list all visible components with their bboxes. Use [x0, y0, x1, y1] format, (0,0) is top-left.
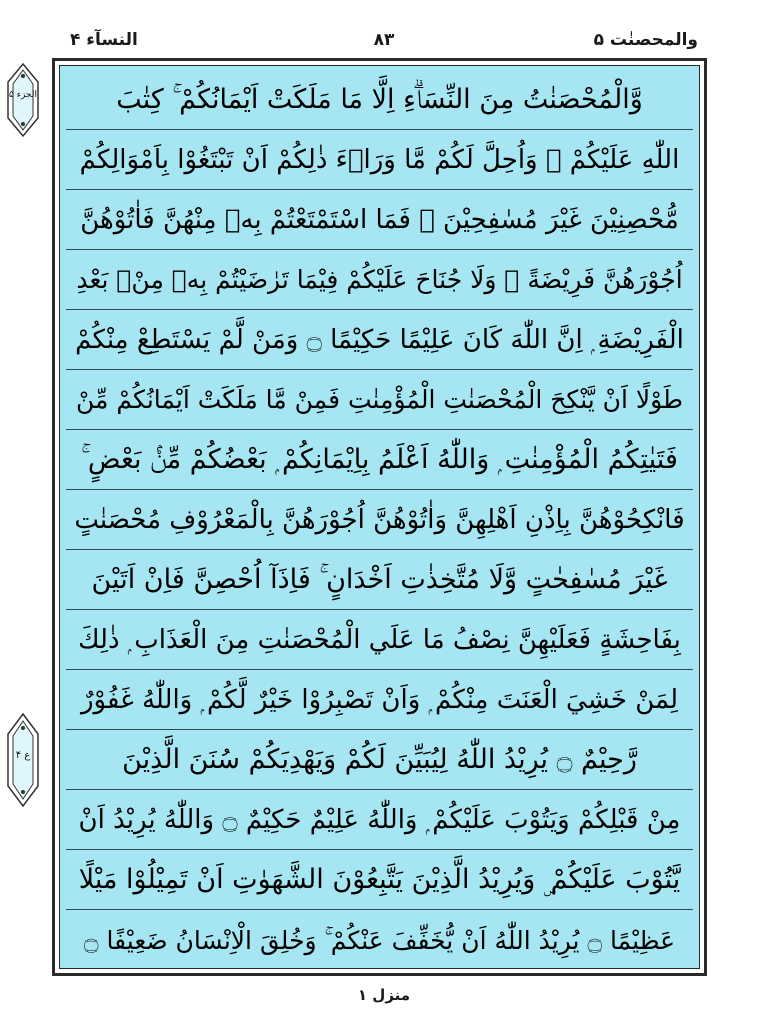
line-text: اُجُوْرَهُنَّ فَرِيْضَةً ۭ وَلَا جُنَاحَ عَلَيْكُمْ فِيْمَا تَرٰضَيْتُمْ بِهٖ مِنْۢ بَعْدِ — [76, 265, 683, 294]
text-line — [66, 70, 693, 130]
line-text: وَّالْمُحْصَنٰتُ مِنَ النِّسَاۗءِ اِلَّا مَا مَلَكَتْ اَيْمَانُكُمْ ۚ كِتٰبَ — [116, 84, 643, 115]
juz-marker-ornament — [6, 62, 40, 138]
text-line — [66, 550, 693, 610]
line-text: لِمَنْ خَشِيَ الْعَنَتَ مِنْكُمْ ۭ وَاَنْ تَصْبِرُوْا خَيْرٌ لَّكُمْ ۭ وَاللّٰهُ غَفُوْرٌ — [80, 684, 679, 715]
line-text: فَانْكِحُوْهُنَّ بِاِذْنِ اَھْلِهِنَّ وَاٰتُوْهُنَّ اُجُوْرَهُنَّ بِالْمَعْرُوْفِ مُحْصَنٰتٍ — [74, 504, 685, 535]
ruku-marker-label: ع ۴ — [15, 750, 31, 761]
juz-name: والمحصنٰت ۵ — [593, 30, 698, 50]
line-text: عَظِيْمًا ۝ يُرِيْدُ اللّٰهُ اَنْ يُّخَفِّفَ عَنْكُمْ ۚ وَخُلِقَ الْاِنْسَانُ ضَعِيْفًا ۝ — [83, 925, 676, 955]
text-line — [66, 130, 693, 190]
line-text: اللّٰهِ عَلَيْكُمْ ۚ وَاُحِلَّ لَكُمْ مَّا وَرَاۗءَ ذٰلِكُمْ اَنْ تَبْتَغُوْا بِاَمْوَالِكُمْ — [79, 144, 680, 175]
text-line — [66, 610, 693, 670]
juz-marker-label: الجزء ۵ — [9, 90, 37, 100]
manzil-footer: منزل ۱ — [357, 986, 411, 1004]
text-line — [66, 370, 693, 430]
line-text: مِنْ قَبْلِكُمْ وَيَتُوْبَ عَلَيْكُمْ ۭ وَاللّٰهُ عَلِيْمٌ حَكِيْمٌ ۝ وَاللّٰهُ يُرِيْدُ اَنْ — [78, 804, 681, 835]
text-line — [66, 490, 693, 550]
line-text: غَيْرَ مُسٰفِحٰتٍ وَّلَا مُتَّخِذٰتِ اَخْدَانٍ ۚ فَاِذَآ اُحْصِنَّ فَاِنْ اَتَيْنَ — [91, 564, 668, 595]
text-line — [66, 250, 693, 310]
text-line — [66, 670, 693, 730]
text-line — [66, 190, 693, 250]
text-panel — [59, 65, 700, 969]
line-text: بِفَاحِشَةٍ فَعَلَيْهِنَّ نِصْفُ مَا عَلَي الْمُحْصَنٰتِ مِنَ الْعَذَابِ ۭ ذٰلِكَ — [78, 624, 681, 655]
text-line — [66, 910, 693, 970]
surah-name: النسآء ۴ — [70, 30, 138, 50]
line-text: مُّحْصِنِيْنَ غَيْرَ مُسٰفِحِيْنَ ۭ فَمَا اسْتَمْتَعْتُمْ بِهٖ مِنْهُنَّ فَاٰتُوْهُنَّ — [80, 204, 679, 235]
line-text: فَتَيٰتِكُمُ الْمُؤْمِنٰتِ ۭ وَاللّٰهُ اَعْلَمُ بِاِيْمَانِكُمْ ۭ بَعْضُكُمْ مِّنْۢ بَعْضٍ ۚ — [81, 444, 678, 475]
text-line — [66, 790, 693, 850]
text-line — [66, 850, 693, 910]
text-line — [66, 430, 693, 490]
line-text: رَّحِيْمٌ ۝ يُرِيْدُ اللّٰهُ لِيُبَيِّنَ لَكُمْ وَيَهْدِيَكُمْ سُنَنَ الَّذِيْنَ — [122, 744, 637, 775]
line-text: طَوْلًا اَنْ يَّنْكِحَ الْمُحْصَنٰتِ الْمُؤْمِنٰتِ فَمِنْ مَّا مَلَكَتْ اَيْمَانُكُمْ مِّنْ — [76, 385, 683, 414]
line-text: الْفَرِيْضَةِ ۭ اِنَّ اللّٰهَ كَانَ عَلِيْمًا حَكِيْمًا ۝ وَمَنْ لَّمْ يَسْتَطِعْ مِنْكُمْ — [75, 324, 684, 355]
page-frame — [52, 58, 707, 976]
text-line — [66, 730, 693, 790]
page-header — [0, 30, 768, 58]
page-number: ۸۳ — [373, 30, 395, 50]
verse-lines — [66, 70, 693, 964]
ruku-marker-ornament — [6, 712, 40, 808]
line-text: يَّتُوْبَ عَلَيْكُمْ ۣ وَيُرِيْدُ الَّذِيْنَ يَتَّبِعُوْنَ الشَّهَوٰتِ اَنْ تَمِيْلُوْا مَيْلًا — [78, 864, 681, 895]
text-line — [66, 310, 693, 370]
